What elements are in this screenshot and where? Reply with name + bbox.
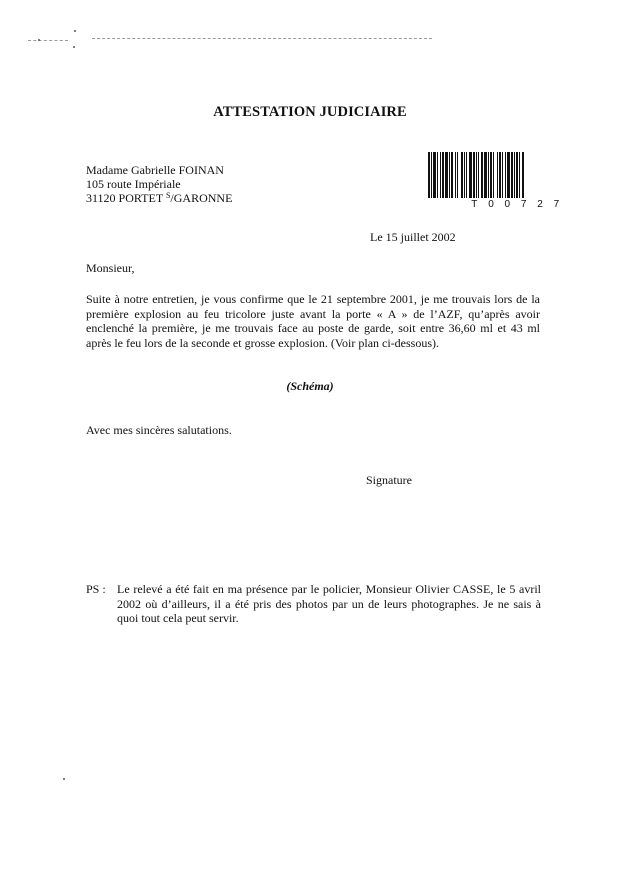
barcode-bar bbox=[511, 152, 513, 198]
barcode-bar bbox=[461, 152, 463, 198]
barcode-bar bbox=[442, 152, 444, 198]
scan-speck bbox=[73, 46, 75, 48]
scan-artifact-line bbox=[92, 38, 432, 39]
barcode-bar bbox=[519, 152, 520, 198]
body-paragraph: Suite à notre entretien, je vous confirme que le 21 septembre 2001, je me trouvais lors de la première explosion au feu tricolore juste avant la porte « A » de l’AZF, qu’après avoir enclenché la première, je me trouvais face au poste de garde, soit entre 36,60 ml et 43 ml après le feu lors de la seconde et grosse explosion. (Voir plan ci-dessous). bbox=[86, 292, 540, 350]
scan-speck bbox=[74, 30, 76, 32]
sender-street: 105 route Impériale bbox=[86, 177, 181, 191]
barcode-bar bbox=[478, 152, 479, 198]
barcode-bar bbox=[469, 152, 472, 198]
barcode-bar bbox=[440, 152, 441, 198]
barcode-bar bbox=[516, 152, 518, 198]
barcode-bar bbox=[505, 152, 506, 198]
barcode-bar bbox=[449, 152, 450, 198]
barcode-bar bbox=[433, 152, 436, 198]
barcode-bar bbox=[466, 152, 467, 198]
barcode-bar bbox=[490, 152, 492, 198]
barcode-bar bbox=[437, 152, 438, 198]
schema-placeholder: (Schéma) bbox=[286, 379, 334, 393]
barcode-bar bbox=[522, 152, 524, 198]
barcode-number: T00727 bbox=[471, 199, 570, 210]
salutation: Monsieur, bbox=[86, 261, 135, 275]
scan-speck bbox=[63, 778, 65, 780]
barcode-bar bbox=[473, 152, 475, 198]
barcode-bar bbox=[488, 152, 489, 198]
closing-line: Avec mes sincères salutations. bbox=[86, 423, 232, 437]
barcode-bars bbox=[428, 152, 570, 198]
barcode-bar bbox=[431, 152, 432, 198]
letter-date: Le 15 juillet 2002 bbox=[370, 230, 456, 244]
barcode-bar bbox=[507, 152, 510, 198]
barcode-bar bbox=[497, 152, 498, 198]
barcode-bar bbox=[499, 152, 501, 198]
barcode-bar bbox=[514, 152, 515, 198]
barcode-bar bbox=[428, 152, 430, 198]
barcode-bar bbox=[476, 152, 477, 198]
barcode-bar bbox=[451, 152, 453, 198]
barcode-bar bbox=[464, 152, 465, 198]
ps-text: Le relevé a été fait en ma présence par le policier, Monsieur Olivier CASSE, le 5 avril 2002 où d’ailleurs, il a été pris des photos par un de leurs photographes. Je ne sais à quoi tout cela peut servir. bbox=[117, 582, 541, 625]
document-title: ATTESTATION JUDICIAIRE bbox=[213, 104, 407, 120]
scan-speck bbox=[38, 39, 40, 41]
barcode-bar bbox=[502, 152, 503, 198]
signature-placeholder: Signature bbox=[366, 473, 412, 487]
sender-city-suffix: /GARONNE bbox=[170, 191, 233, 205]
barcode-bar bbox=[484, 152, 487, 198]
scan-artifact-line bbox=[28, 40, 68, 41]
sender-city-superscript: S bbox=[165, 191, 171, 200]
barcode-bar bbox=[455, 152, 456, 198]
ps-label: PS : bbox=[86, 582, 106, 596]
sender-city bbox=[86, 191, 232, 205]
barcode-bar bbox=[457, 152, 458, 198]
barcode bbox=[428, 152, 570, 212]
sender-name: Madame Gabrielle FOINAN bbox=[86, 163, 224, 177]
barcode-bar bbox=[445, 152, 448, 198]
sender-address bbox=[86, 163, 232, 205]
sender-city-prefix: 31120 PORTET bbox=[86, 191, 166, 205]
barcode-bar bbox=[481, 152, 483, 198]
barcode-bar bbox=[493, 152, 494, 198]
